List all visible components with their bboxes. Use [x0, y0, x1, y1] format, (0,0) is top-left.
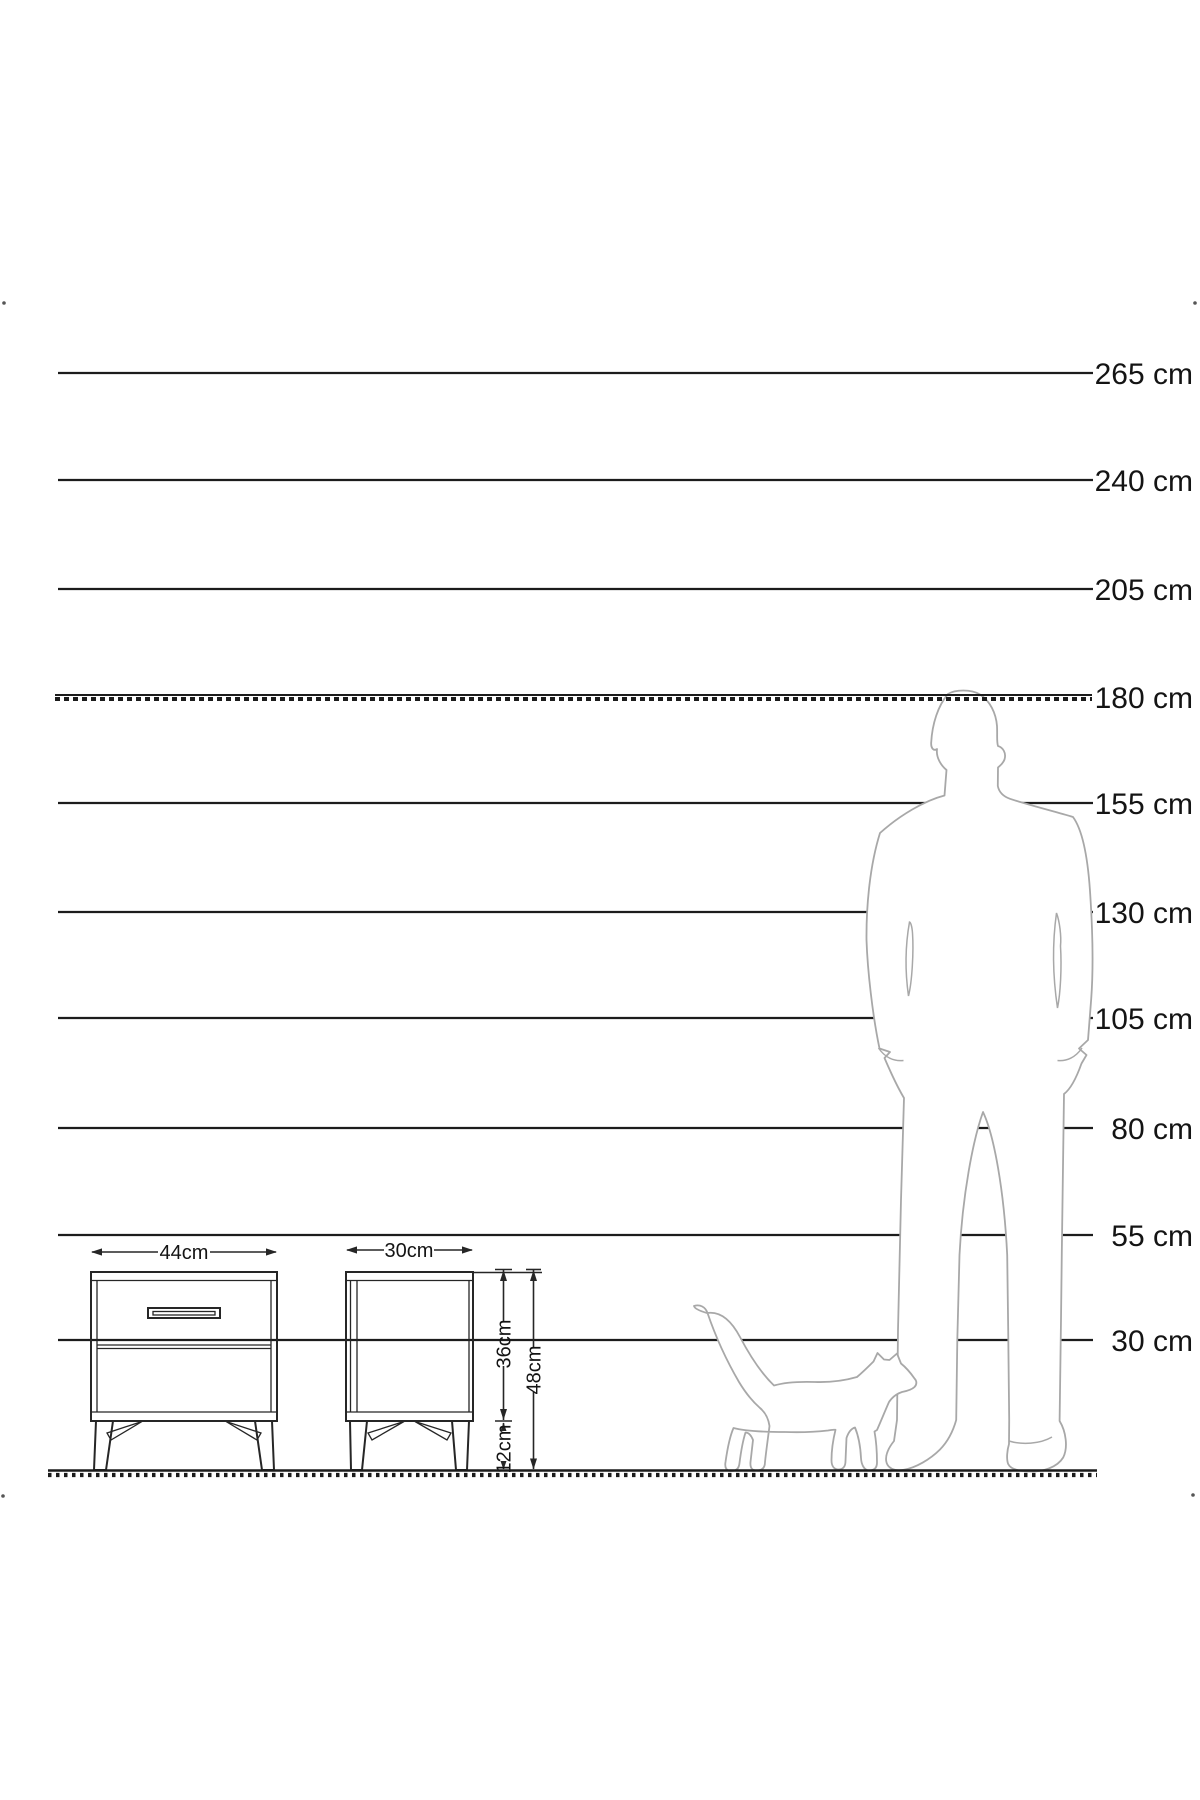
man-silhouette [866, 691, 1092, 1472]
front-width-dimension [91, 1242, 277, 1264]
drawer-handle-inner [153, 1312, 215, 1316]
ground-line [48, 1471, 1097, 1476]
side-right-leg-brace [415, 1422, 451, 1441]
arrow-up [530, 1270, 537, 1281]
side-carcass-outline [346, 1272, 473, 1421]
cat-body-outline [694, 1305, 916, 1471]
man-body-outline [866, 691, 1092, 1472]
height-label: 55 cm [1111, 1220, 1193, 1253]
height-line-180-label [1095, 682, 1193, 715]
height-line-240 [58, 465, 1193, 498]
arrow-up [500, 1270, 507, 1281]
arrow-right [462, 1246, 473, 1253]
side-depth-label: 30cm [384, 1240, 434, 1262]
nightstand-side-view [346, 1240, 546, 1473]
nightstand-front-view [91, 1242, 277, 1470]
height-label: 240 cm [1094, 465, 1193, 498]
height-label: 265 cm [1094, 358, 1193, 391]
front-left-leg [94, 1421, 113, 1470]
leg-height-label: 12cm [493, 1424, 516, 1474]
front-width-label: 44cm [159, 1242, 209, 1264]
arrow-right [266, 1248, 277, 1255]
height-label: 30 cm [1111, 1325, 1193, 1358]
height-label: 180 cm [1094, 682, 1193, 715]
side-left-leg-brace [368, 1422, 404, 1441]
height-line-265 [58, 358, 1193, 391]
corner-speck [2, 301, 6, 305]
arrow-down [530, 1459, 537, 1470]
cat-silhouette [694, 1305, 916, 1471]
corner-speck [1, 1494, 5, 1498]
side-left-leg [350, 1421, 367, 1470]
height-label: 105 cm [1094, 1003, 1193, 1036]
corner-speck [1191, 1493, 1195, 1497]
side-right-leg [452, 1421, 469, 1470]
front-carcass-outline [91, 1272, 277, 1421]
carcass-height-label: 36cm [493, 1319, 516, 1369]
arrow-down [500, 1409, 507, 1420]
side-depth-dimension [346, 1240, 473, 1262]
arrow-left [91, 1248, 102, 1255]
drawer-handle [148, 1308, 220, 1318]
height-dimensions [473, 1270, 546, 1474]
corner-speck [1193, 301, 1197, 305]
height-label: 205 cm [1094, 574, 1193, 607]
total-height-label: 48cm [523, 1345, 546, 1395]
height-label: 155 cm [1094, 788, 1193, 821]
height-line-180-hatched [55, 695, 1092, 699]
height-label: 80 cm [1111, 1113, 1193, 1146]
height-label: 130 cm [1094, 897, 1193, 930]
height-line-205 [58, 574, 1193, 607]
arrow-left [346, 1246, 357, 1253]
front-right-leg [255, 1421, 274, 1470]
